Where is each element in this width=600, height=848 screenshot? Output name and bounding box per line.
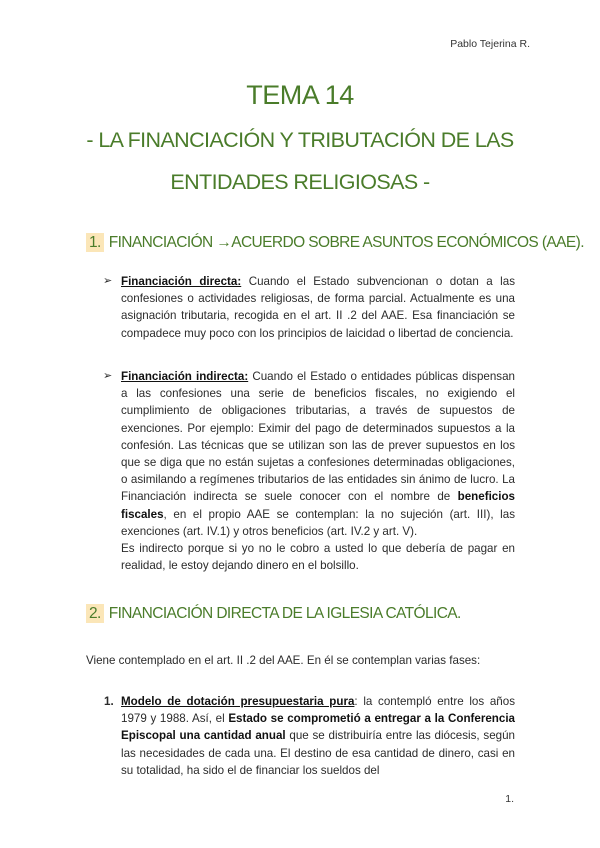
section-title-1: FINANCIACIÓN →ACUERDO SOBRE ASUNTOS ECONÓMICOS (AAE). bbox=[108, 234, 584, 251]
arrow-bullet-icon: ➢ bbox=[103, 275, 113, 287]
section-intro: Viene contemplado en el art. II .2 del AAE. En él se contemplan varias fases: bbox=[86, 654, 481, 667]
section-number-1: 1. bbox=[86, 233, 104, 252]
bullet-term: Financiación indirecta: bbox=[121, 370, 249, 383]
item-bold-text: Estado se comprometió a entregar a la Conferencia Episcopal una cantidad anual bbox=[121, 712, 515, 743]
numbered-item-1 bbox=[104, 693, 515, 779]
item-text: : la contempló entre los años 1979 y 1988. Así, el bbox=[121, 695, 515, 726]
section-heading-1 bbox=[86, 234, 584, 252]
bullet-body bbox=[121, 368, 515, 574]
bullet-text-continued: , en el propio AAE se contemplan: la no sujeción (art. III), las exenciones (art. IV.1) y otros beneficios (art. IV.2 y art. V). bbox=[121, 507, 515, 538]
section-number-2: 2. bbox=[86, 604, 104, 623]
page-number: 1. bbox=[505, 793, 514, 805]
item-body bbox=[121, 693, 515, 779]
bullet-financiacion-directa bbox=[103, 273, 515, 342]
bullet-term: Financiación directa: bbox=[121, 275, 242, 288]
bullet-text: Cuando el Estado o entidades públicas dispensan a las confesiones una serie de beneficios fiscales, no exigiendo el cumplimiento de obligaciones tributarias, a través de supuestos de exenciones. Por ejemplo: Eximir del pago de determinados supuestos a la confesión. Las técnicas que se utilizan son las de prever supuestos en los que se diga que no están sujetas a confesiones determinadas obligaciones, o asimilando a regímenes tributarios de las entidades sin ánimo de lucro. La Financiación indirecta se suele conocer con el nombre de bbox=[121, 370, 515, 504]
item-number: 1. bbox=[104, 695, 114, 708]
bullet-bold-text: beneficios fiscales bbox=[121, 490, 515, 521]
document-title: TEMA 14 bbox=[246, 80, 354, 110]
document-subtitle-line1: - LA FINANCIACIÓN Y TRIBUTACIÓN DE LAS bbox=[86, 128, 514, 152]
bullet-body bbox=[121, 273, 515, 342]
item-term: Modelo de dotación presupuestaria pura bbox=[121, 695, 355, 708]
item-text-continued: que se distribuiría entre las diócesis, según las necesidades de cada una. El destino de esa cantidad de dinero, casi en su totalidad, ha sido el de financiar los sueldos del bbox=[121, 729, 515, 777]
bullet-financiacion-indirecta bbox=[103, 368, 515, 574]
bullet-extra-text: Es indirecto porque si yo no le cobro a usted lo que debería de pagar en realidad, le estoy dejando dinero en el bolsillo. bbox=[121, 542, 515, 573]
arrow-bullet-icon: ➢ bbox=[103, 370, 113, 382]
section-heading-2 bbox=[86, 605, 461, 623]
bullet-text: Cuando el Estado subvencionan o dotan a las confesiones o actividades religiosas, de forma parcial. Actualmente es una asignación tributaria, recogida en el art. II .2 del AAE. Esa financiación se compadece muy poco con los principios de laicidad o libertad de conciencia. bbox=[121, 275, 515, 340]
document-subtitle-line2: ENTIDADES RELIGIOSAS - bbox=[170, 170, 430, 194]
author-name: Pablo Tejerina R. bbox=[450, 38, 530, 50]
section-title-2: FINANCIACIÓN DIRECTA DE LA IGLESIA CATÓLICA. bbox=[108, 605, 461, 622]
